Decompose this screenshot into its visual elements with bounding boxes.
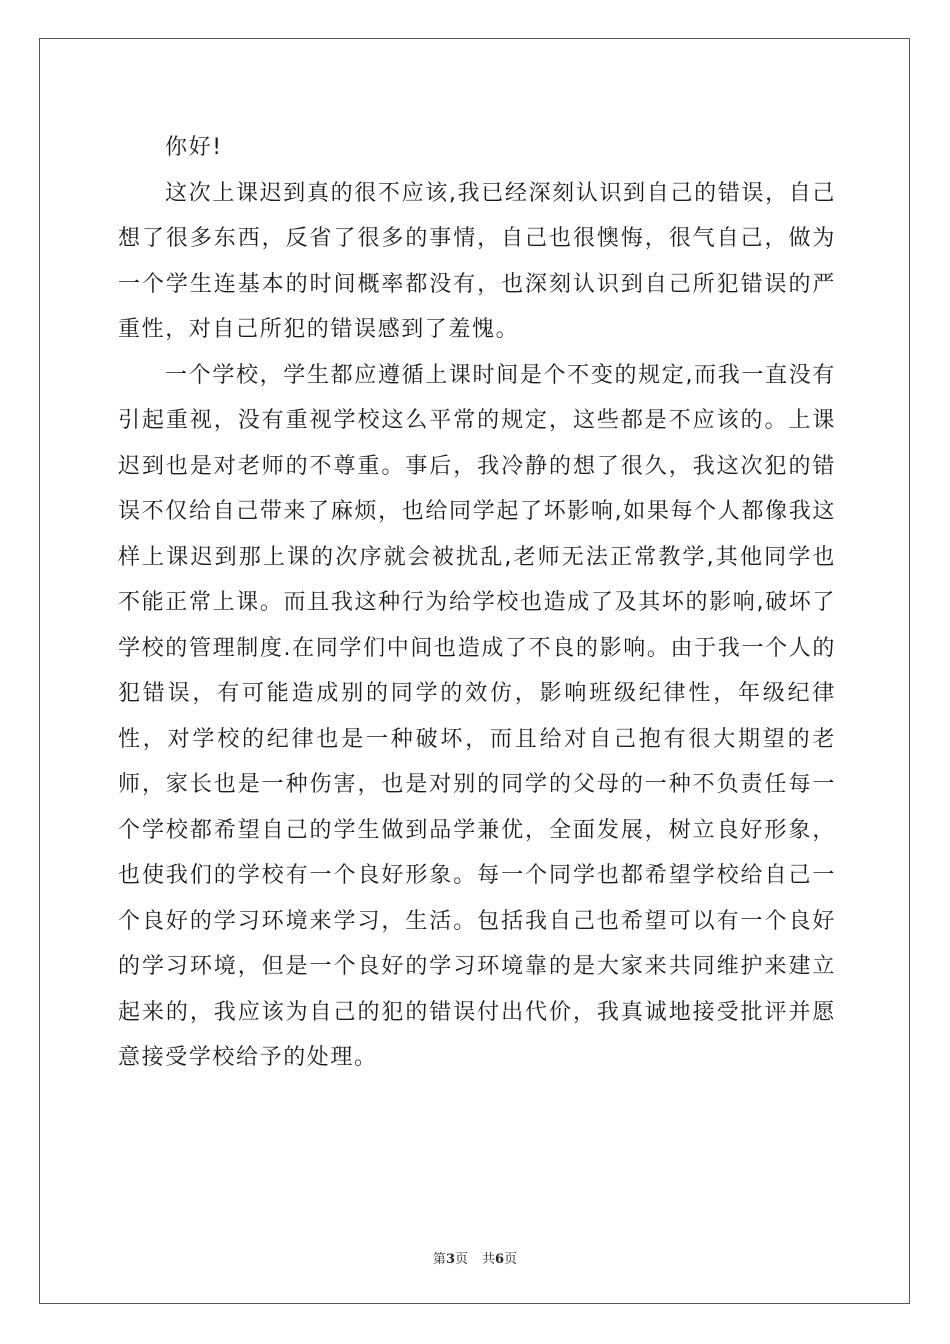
page-number: 3 xyxy=(445,1252,455,1267)
paragraph-1: 这次上课迟到真的很不应该,我已经深刻认识到自己的错误，自己想了很多东西，反省了很多的事情，自己也很懊悔，很气自己，做为一个学生连基本的时间概率都没有，也深刻认识到自己所犯错误的严重性，对自己所犯的错误感到了羞愧。 xyxy=(118,180,836,342)
total-prefix: 共 xyxy=(482,1252,496,1267)
paragraph-2: 一个学校，学生都应遵循上课时间是个不变的规定,而我一直没有引起重视，没有重视学校这么平常的规定，这些都是不应该的。上课迟到也是对老师的不尊重。事后，我冷静的想了很久，我这次犯的错误不仅给自己带来了麻烦，也给同学起了坏影响,如果每个人都像我这样上课迟到那上课的次序就会被扰乱,老师无法正常教学,其他同学也不能正常上课。而且我这种行为给学校也造成了及其坏的影响,破坏了学校的管理制度.在同学们中间也造成了不良的影响。由于我一个人的犯错误，有可能造成别的同学的效仿，影响班级纪律性，年级纪律性，对学校的纪律也是一种破坏，而且给对自己抱有很大期望的老师，家长也是一种伤害，也是对别的同学的父母的一种不负责任每一个学校都希望自己的学生做到品学兼优，全面发展，树立良好形象，也使我们的学校有一个良好形象。每一个同学也都希望学校给自己一个良好的学习环境来学习，生活。包括我自己也希望可以有一个良好的学习环境，但是一个良好的学习环境靠的是大家来共同维护来建立起来的，我应该为自己的犯的错误付出代价，我真诚地接受批评并愿意接受学校给予的处理。 xyxy=(118,362,836,1070)
total-suffix: 页 xyxy=(504,1252,518,1267)
page-suffix: 页 xyxy=(454,1252,468,1267)
greeting: 你好! xyxy=(165,135,223,160)
total-pages: 6 xyxy=(495,1252,505,1267)
page-prefix: 第 xyxy=(432,1252,446,1267)
document-body xyxy=(118,125,836,1081)
page-footer xyxy=(0,1248,950,1267)
